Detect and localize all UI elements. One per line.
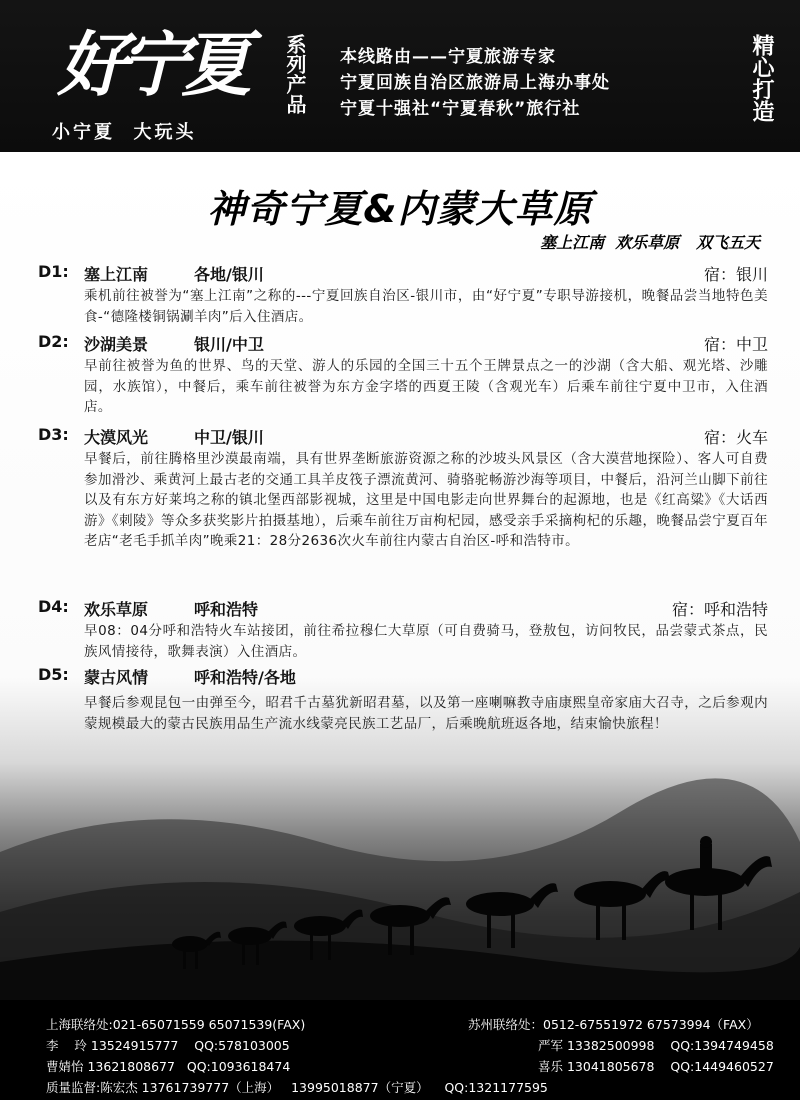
day-number: D2:: [38, 332, 69, 351]
day-item: [38, 262, 768, 327]
day-description: 早餐后，前往腾格里沙漠最南端，具有世界垄断旅游资源之称的沙坡头风景区（含大漠营地探险）、客人可自费参加滑沙、乘黄河上最古老的交通工具羊皮筏子漂流黄河、骑骆驼畅游沙海等项目，中餐后，沿河兰山脚下前往以及有东方好莱坞之称的镇北堡西部影视城，这里是中国电影走向世界舞台的起源地，也是《红高粱》《大话西游》《刺陵》等众多获奖影片拍摄基地），后乘车前往万亩枸杞园，感受亲手采摘枸杞的乐趣，晚餐品尝宁夏百年老店“老毛手抓羊肉”晚乘21：28分2636次火车前往内蒙古自治区-呼和浩特市。: [84, 451, 768, 549]
day-title: 欢乐草原: [84, 600, 149, 619]
quality-supervisor: 质量监督:陈宏杰 13761739777（上海） 13995018877（宁夏） QQ:1321177595: [46, 1080, 548, 1095]
day-route: 呼和浩特/各地: [194, 668, 296, 687]
header-banner: [0, 0, 800, 152]
intro-line: 宁夏十强社“宁夏春秋”旅行社: [340, 99, 581, 119]
day-stay: 宿：银川: [703, 265, 768, 284]
day-route: 中卫/银川: [194, 428, 264, 447]
intro-block: [340, 44, 735, 122]
day-title: 沙湖美景: [84, 335, 149, 354]
day-item: [38, 332, 768, 418]
day-number: D1:: [38, 262, 69, 281]
day-description: 早餐后参观昆包一由弹至今，昭君千古墓犹新昭君墓，以及第一座喇嘛教寺庙康熙皇帝家庙大召寺，之后参观内蒙规模最大的蒙古民族用品生产流水线蒙亮民族工艺品厂，后乘晚航班返各地，结束愉快旅程！: [84, 695, 768, 732]
series-label: 系列产品: [283, 34, 307, 114]
day-item: [38, 597, 768, 662]
day-route: 呼和浩特: [194, 600, 259, 619]
day-route: 各地/银川: [194, 265, 264, 284]
contact-line: 喜乐 13041805678 QQ:1449460527: [538, 1059, 774, 1074]
careful-label: 精心打造: [749, 34, 774, 122]
day-item: [38, 665, 768, 734]
page-title: 神奇宁夏&内蒙大草原: [207, 187, 593, 231]
day-route: 银川/中卫: [194, 335, 264, 354]
day-title: 塞上江南: [84, 265, 149, 284]
intro-line: 宁夏回族自治区旅游局上海办事处: [340, 73, 610, 93]
day-title: 大漠风光: [84, 428, 149, 447]
contact-footer: [0, 1000, 800, 1100]
suzhou-office: 苏州联络处：0512-67551972 67573994（FAX）: [468, 1017, 759, 1032]
day-stay: 宿：中卫: [703, 335, 768, 354]
day-number: D3:: [38, 425, 69, 444]
day-description: 早08：04分呼和浩特火车站接团，前往希拉穆仁大草原（可自费骑马，登敖包，访问牧民，品尝蒙式茶点，民族风情接待，歌舞表演）入住酒店。: [84, 623, 768, 660]
day-stay: 宿：火车: [703, 428, 768, 447]
day-description: 早前往被誉为鱼的世界、鸟的天堂、游人的乐园的全国三十五个王牌景点之一的沙湖（含大船、观光塔、沙雕园，水族馆），中餐后，乘车前往被誉为东方金字塔的西夏王陵（含观光车）后乘车前往宁夏中卫市，入住酒店。: [84, 358, 768, 415]
page-subtitle: 塞上江南 欢乐草原 双飞五天: [540, 233, 760, 252]
shanghai-office: 上海联络处:021-65071559 65071539(FAX): [46, 1017, 306, 1032]
intro-line: 本线路由——宁夏旅游专家: [340, 47, 556, 67]
contact-line: 严军 13382500998 QQ:1394749458: [538, 1038, 774, 1053]
day-number: D4:: [38, 597, 69, 616]
day-description: 乘机前往被誉为“塞上江南”之称的---宁夏回族自治区-银川市，由“好宁夏”专职导游接机，晚餐品尝当地特色美食-“德隆楼铜锅涮羊肉”后入住酒店。: [84, 288, 768, 325]
itinerary-panel: [0, 152, 800, 1000]
day-number: D5:: [38, 665, 69, 684]
contact-line: 曹婧怡 13621808677 QQ:1093618474: [46, 1059, 291, 1074]
logo-title: 好宁夏: [57, 23, 244, 106]
day-item: [38, 425, 768, 552]
contact-line: 李 玲 13524915777 QQ:578103005: [46, 1038, 290, 1053]
day-title: 蒙古风情: [84, 668, 149, 687]
logo-slogan: 小宁夏 大玩头: [52, 122, 197, 143]
day-stay: 宿：呼和浩特: [671, 600, 768, 619]
